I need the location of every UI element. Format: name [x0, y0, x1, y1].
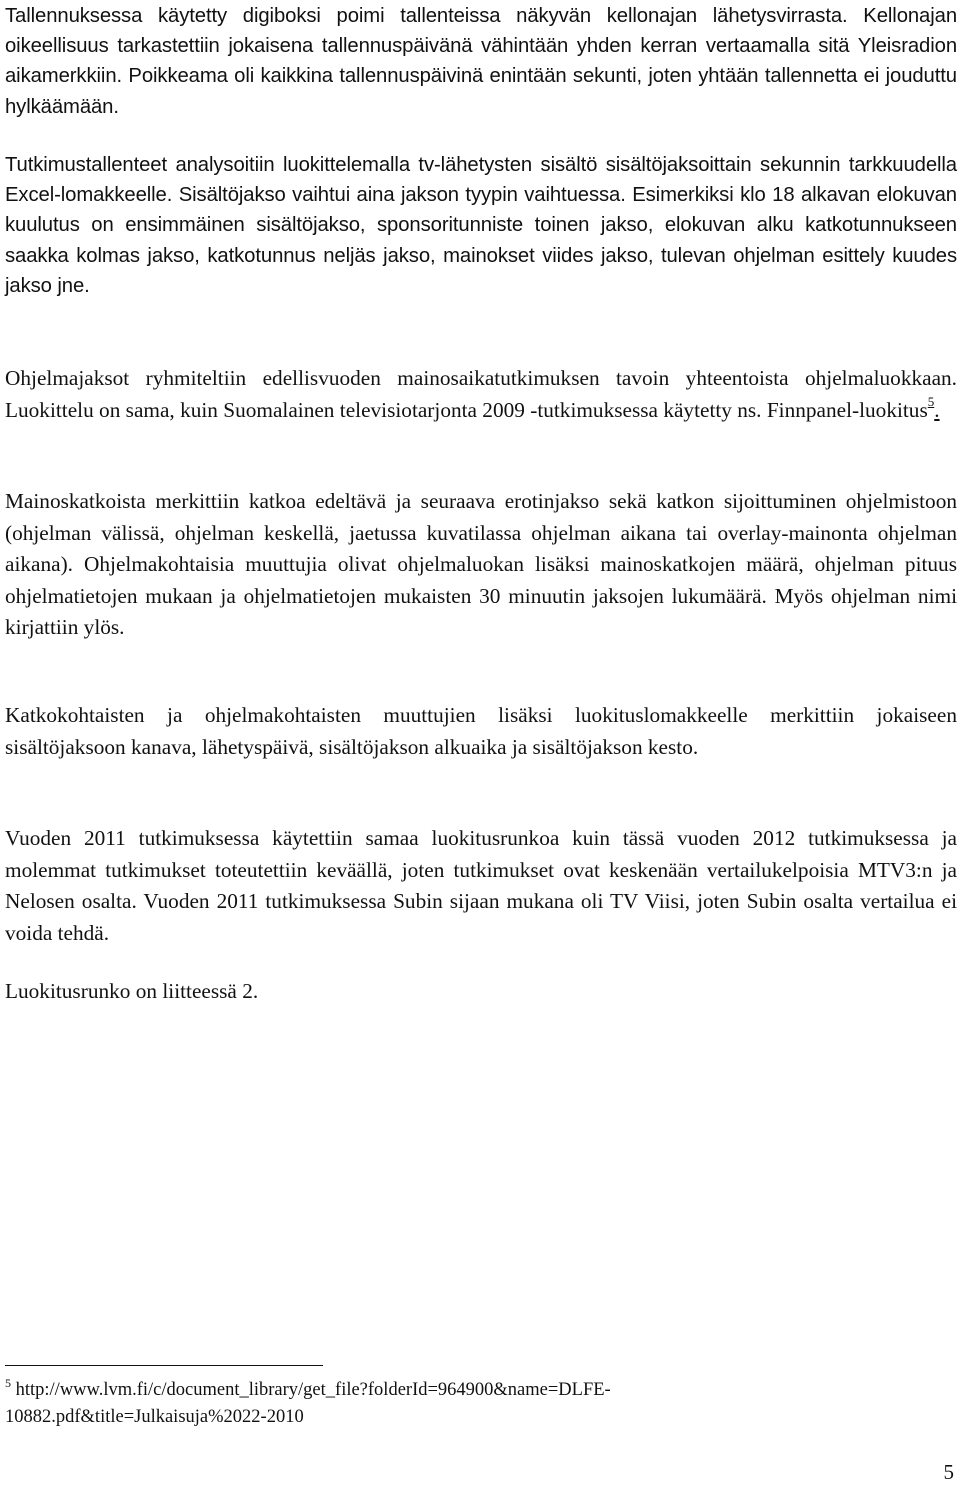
paragraph-program-categories-text: Ohjelmajaksot ryhmiteltiin edellisvuoden mainosaikatutkimuksen tavoin yhteentoista ohjelmaluokkaan. Luokittelu on sama, kuin Suomalainen televisiotarjonta 2009 -tutkimuksessa käytetty ns. Finnpanel-luokitus [5, 366, 957, 422]
footnote-link-text[interactable]: http://www.lvm.fi/c/document_library/get_file?folderId=964900&name=DLFE- [15, 1380, 611, 1400]
footnote-number: 5 [5, 1375, 11, 1390]
paragraph-program-categories [5, 363, 957, 426]
paragraph-analysis-method: Tutkimustallenteet analysoitiin luokittelemalla tv-lähetysten sisältö sisältöjaksoittain sekunnin tarkkuudella Excel-lomakkeelle. Sisältöjakso vaihtui aina jakson tyypin vaihtuessa. Esimerkiksi klo 18 alkavan elokuvan kuulutus on ensimmäinen sisältöjakso, sponsoritunniste toinen jakso, elokuvan alku katkotunnukseen saakka kolmas jakso, katkotunnus neljäs jakso, mainokset viides jakso, tulevan ohjelman esittely kuudes jakso jne. [5, 154, 957, 297]
paragraph-ad-breaks: Mainoskatkoista merkittiin katkoa edeltävä ja seuraava erotinjakso sekä katkon sijoittuminen ohjelmistoon (ohjelman välissä, ohjelman keskellä, jaetussa kuvatilassa ohjelman aikana tai overlay-mainonta ohjelman aikana). Ohjelmakohtaisia muuttujia olivat ohjelmaluokan lisäksi mainoskatkojen määrä, ohjelman pituus ohjelmatietojen mukaan ja ohjelmatietojen mukaisten 30 minuutin jaksojen lukumäärä. Myös ohjelman nimi kirjattiin ylös. [5, 489, 957, 639]
paragraph-program-categories-period: . [934, 397, 940, 422]
footnote-separator [5, 1365, 323, 1366]
paragraph-variables: Katkokohtaisten ja ohjelmakohtaisten muuttujien lisäksi luokituslomakkeelle merkittiin jokaiseen sisältöjaksoon kanava, lähetyspäivä, sisältöjakson alkuaika ja sisältöjakson kesto. [5, 703, 957, 759]
paragraph-comparison-2011: Vuoden 2011 tutkimuksessa käytettiin samaa luokitusrunkoa kuin tässä vuoden 2012 tutkimuksessa ja molemmat tutkimukset toteutettiin keväällä, joten tutkimukset ovat keskenään vertailukelpoisia MTV3:n ja Nelosen osalta. Vuoden 2011 tutkimuksessa Subin sijaan mukana oli TV Viisi, joten Subin osalta vertailua ei voida tehdä. [5, 826, 957, 945]
footnote-reference-5[interactable]: 5 [927, 394, 935, 410]
paragraph-appendix-reference: Luokitusrunko on liitteessä 2. [5, 979, 259, 1003]
footnote-link-text-continued[interactable]: 10882.pdf&title=Julkaisuja%2022-2010 [5, 1407, 304, 1427]
paragraph-recording-clock: Tallennuksessa käytetty digiboksi poimi tallenteissa näkyvän kellonajan lähetysvirrasta. Kellonajan oikeellisuus tarkastettiin jokaisena tallennuspäivänä vähintään yhden kerran vertaamalla sitä Yleisradion aikamerkkiin. Poikkeama oli kaikkina tallennuspäivinä enintään sekunti, joten yhtään tallennetta ei jouduttu hylkäämään. [5, 5, 957, 118]
page-number: 5 [943, 1460, 954, 1484]
footnote [5, 1377, 785, 1431]
